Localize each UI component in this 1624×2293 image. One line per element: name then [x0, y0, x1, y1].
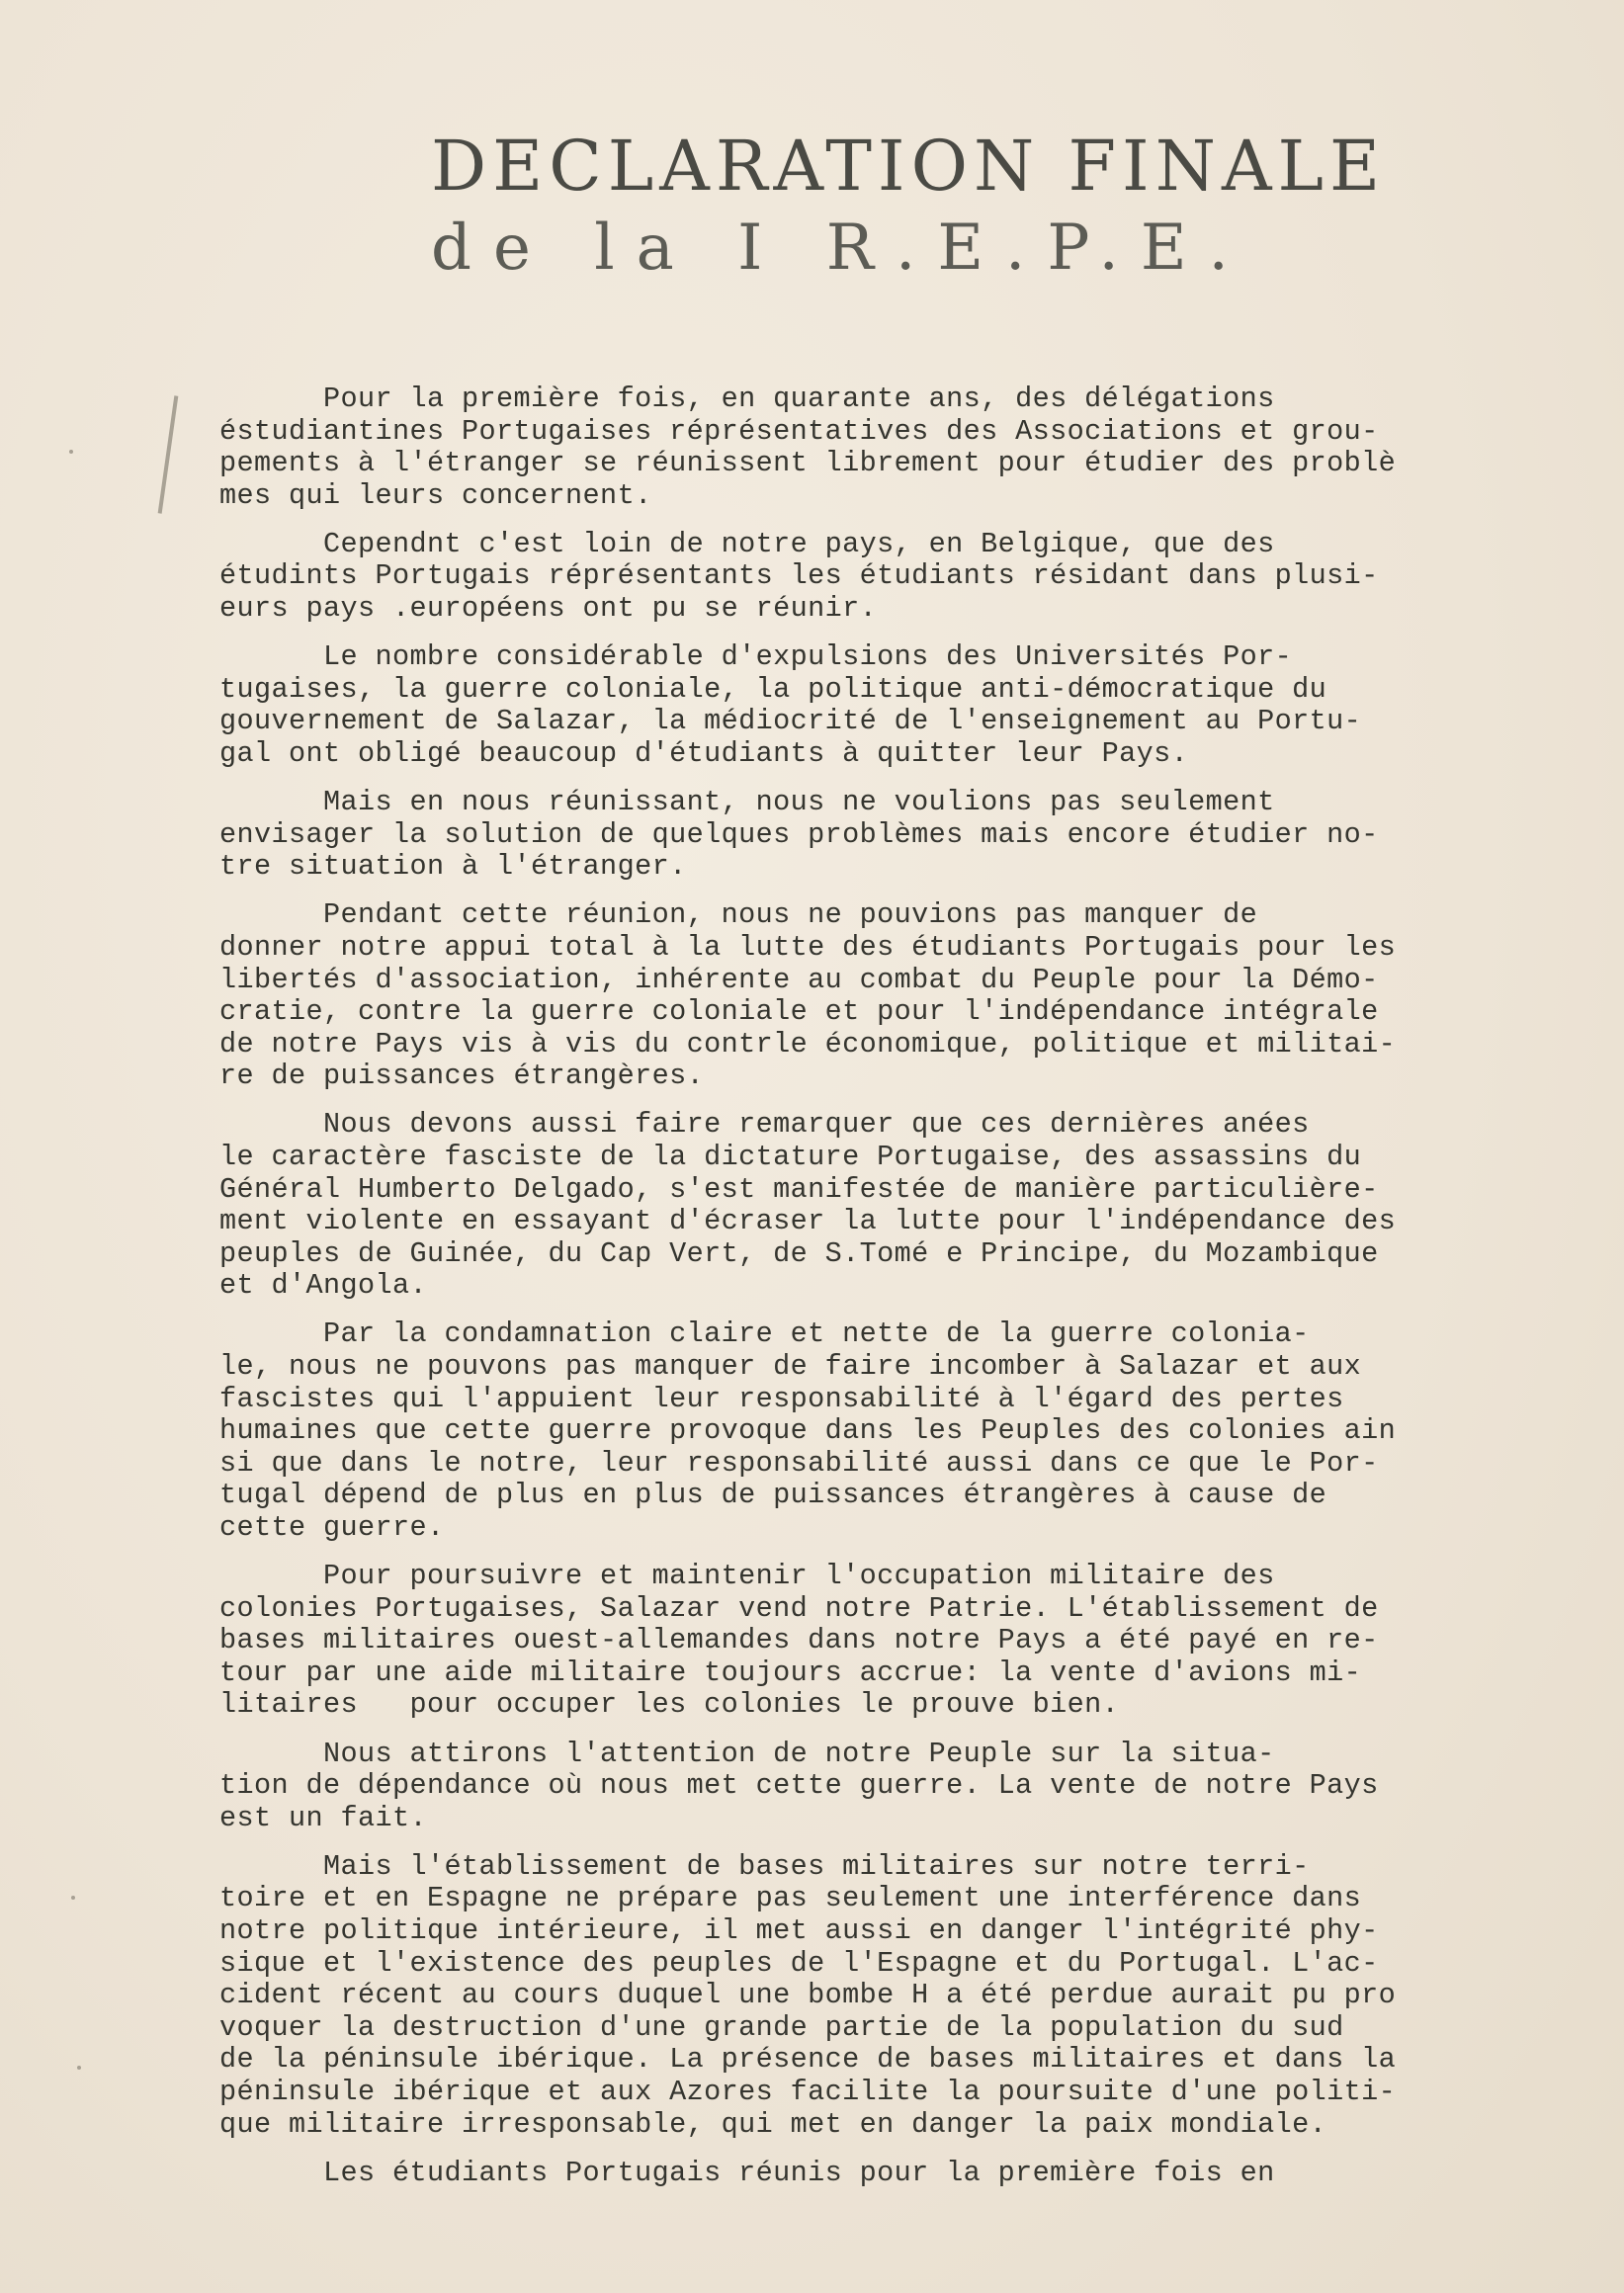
text-line: eurs pays .européens ont pu se réunir. [219, 592, 878, 626]
paper-speck [77, 2066, 81, 2070]
paragraph [219, 529, 1583, 626]
text-line: gal ont obligé beaucoup d'étudiants à quitter leur Pays. [219, 736, 1189, 770]
text-line: tour par une aide militaire toujours accrue: la vente d'avions mi- [219, 1656, 1362, 1689]
text-line: sique et l'existence des peuples de l'Espagne et du Portugal. L'ac- [219, 1946, 1379, 1980]
text-line: de la péninsule ibérique. La présence de bases militaires et dans la [219, 2043, 1397, 2077]
text-line: cratie, contre la guerre coloniale et pour l'indépendance intégrale [219, 995, 1379, 1029]
text-line: Pendant cette réunion, nous ne pouvions pas manquer de [219, 898, 1258, 932]
paragraph [219, 641, 1583, 770]
text-line: est un fait. [219, 1801, 428, 1834]
text-line: Pour la première fois, en quarante ans, des délégations [219, 382, 1275, 415]
margin-pencil-mark [158, 395, 179, 513]
text-line: tugaises, la guerre coloniale, la politique anti-démocratique du [219, 672, 1327, 706]
text-line: voquer la destruction d'une grande partie de la population du sud [219, 2010, 1344, 2044]
text-line: Le nombre considérable d'expulsions des Universités Por- [219, 640, 1293, 674]
text-line: de notre Pays vis à vis du contrle économique, politique et militai- [219, 1027, 1397, 1061]
text-line: si que dans le notre, leur responsabilité aussi dans ce que le Por- [219, 1446, 1379, 1480]
paragraph [219, 1851, 1583, 2141]
paragraph [219, 1739, 1583, 1835]
text-line: bases militaires ouest-allemandes dans notre Pays a été payé en re- [219, 1624, 1379, 1657]
text-line: notre politique intérieure, il met aussi en danger l'intégrité phy- [219, 1914, 1379, 1948]
text-line: Les étudiants Portugais réunis pour la première fois en [219, 2156, 1275, 2189]
text-line: humaines que cette guerre provoque dans les Peuples des colonies ain [219, 1414, 1397, 1448]
text-line: étudints Portugais réprésentants les étudiants résidant dans plusi- [219, 559, 1379, 593]
text-line: mes qui leurs concernent. [219, 478, 652, 512]
text-line: et d'Angola. [219, 1269, 428, 1303]
text-line: re de puissances étrangères. [219, 1060, 705, 1093]
text-line: donner notre appui total à la lutte des étudiants Portugais pour les [219, 930, 1397, 964]
text-line: cident récent au cours duquel une bombe H a été perdue aurait pu pro [219, 1979, 1397, 2012]
paragraph [219, 2158, 1583, 2190]
paragraph [219, 899, 1583, 1093]
text-line: Par la condamnation claire et nette de la guerre colonia- [219, 1317, 1310, 1351]
text-line: péninsule ibérique et aux Azores facilite la poursuite d'une politi- [219, 2076, 1397, 2108]
text-line: Mais l'établissement de bases militaires sur notre terri- [219, 1849, 1310, 1883]
paragraph [219, 787, 1583, 884]
paragraph [219, 1109, 1583, 1303]
document-title [431, 127, 1419, 287]
paragraph [219, 1561, 1583, 1722]
text-line: envisager la solution de quelques problèmes mais encore étudier no- [219, 817, 1379, 851]
paragraph [219, 1318, 1583, 1544]
paper-speck [71, 1896, 75, 1900]
text-line: cette guerre. [219, 1511, 445, 1544]
text-line: tion de dépendance où nous met cette guerre. La vente de notre Pays [219, 1769, 1379, 1803]
text-line: colonies Portugaises, Salazar vend notre Patrie. L'établissement de [219, 1591, 1379, 1625]
title-line-2: de la I R.E.P.E. [431, 212, 1250, 285]
text-line: litaires pour occuper les colonies le prouve bien. [219, 1688, 1120, 1722]
text-line: Cependnt c'est loin de notre pays, en Belgique, que des [219, 527, 1275, 560]
text-line: le, nous ne pouvons pas manquer de faire incomber à Salazar et aux [219, 1350, 1362, 1384]
text-line: Mais en nous réunissant, nous ne voulions pas seulement [219, 786, 1275, 819]
text-line: tre situation à l'étranger. [219, 850, 687, 884]
text-line: pements à l'étranger se réunissent librement pour étudier des problè [219, 447, 1397, 480]
text-line: libertés d'association, inhérente au combat du Peuple pour la Démo- [219, 963, 1379, 996]
paper-speck [69, 450, 73, 454]
text-line: Nous devons aussi faire remarquer que ces dernières anées [219, 1108, 1310, 1142]
text-line: que militaire irresponsable, qui met en danger la paix mondiale. [219, 2107, 1327, 2141]
document-body [219, 383, 1583, 2206]
text-line: toire et en Espagne ne prépare pas seulement une interférence dans [219, 1882, 1362, 1915]
text-line: fascistes qui l'appuient leur responsabilité à l'égard des pertes [219, 1382, 1344, 1415]
text-line: peuples de Guinée, du Cap Vert, de S.Tomé e Principe, du Mozambique [219, 1236, 1379, 1270]
text-line: gouvernement de Salazar, la médiocrité de l'enseignement au Portu- [219, 705, 1362, 738]
text-line: Pour poursuivre et maintenir l'occupation militaire des [219, 1560, 1275, 1593]
text-line: ment violente en essayant d'écraser la lutte pour l'indépendance des [219, 1205, 1397, 1238]
text-line: Nous attirons l'attention de notre Peuple sur la situa- [219, 1737, 1275, 1770]
title-line-1: DECLARATION FINALE [431, 126, 1387, 207]
text-line: tugal dépend de plus en plus de puissances étrangères à cause de [219, 1479, 1327, 1512]
paragraph [219, 383, 1583, 512]
text-line: Général Humberto Delgado, s'est manifestée de manière particulière- [219, 1172, 1379, 1206]
text-line: le caractère fasciste de la dictature Portugaise, des assassins du [219, 1140, 1362, 1173]
text-line: éstudiantines Portugaises réprésentatives des Associations et grou- [219, 414, 1379, 448]
